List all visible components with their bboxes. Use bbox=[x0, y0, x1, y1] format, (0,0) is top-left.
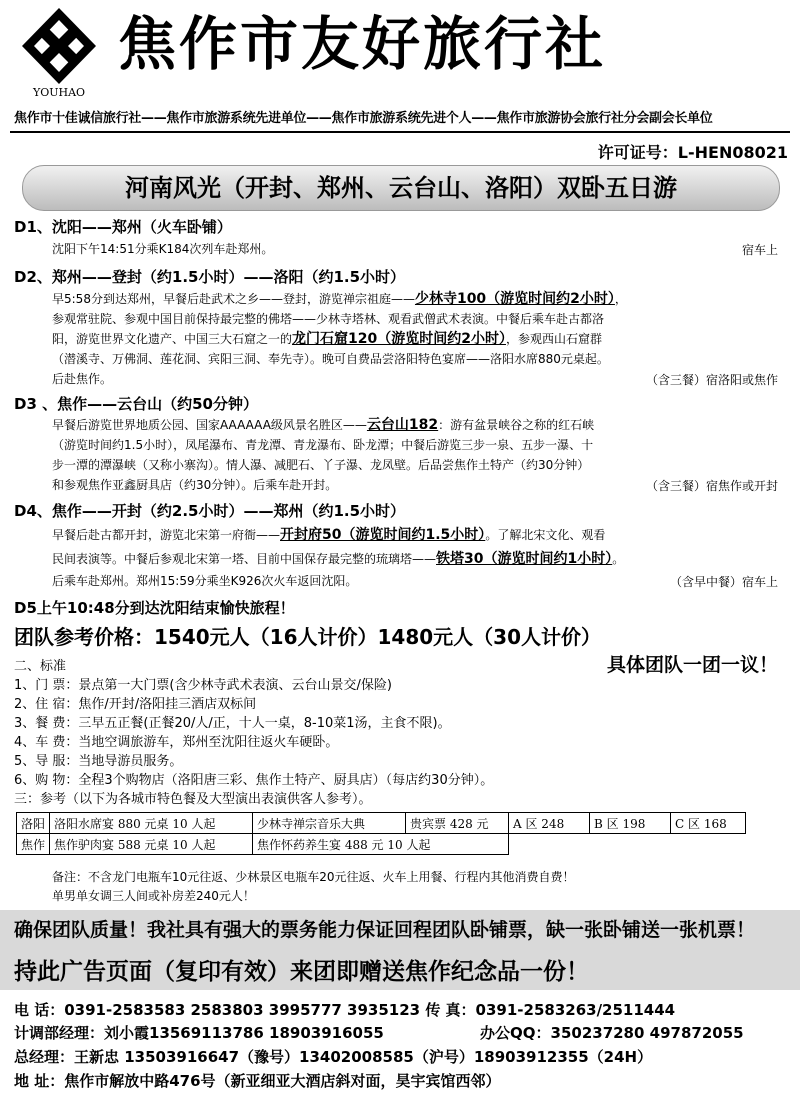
table-cell bbox=[509, 834, 746, 855]
standard-item: 3、餐 费：三早五正餐(正餐20/人/正，十人一桌，8-10菜1汤，主食不限)。 bbox=[14, 716, 451, 731]
remark-line: 单男单女调三人间或补房差240元人！ bbox=[52, 889, 255, 903]
table-row bbox=[17, 834, 746, 855]
ticket-guarantee: 确保团队质量！我社具有强大的票务能力保证回程团队卧铺票，缺一张卧铺送一张机票！ bbox=[14, 919, 756, 941]
day2-lodging: （含三餐）宿洛阳或焦作 bbox=[645, 373, 778, 387]
table-cell: 焦作驴肉宴 588 元桌 10 人起 bbox=[50, 834, 253, 855]
day1-lodging: 宿车上 bbox=[741, 243, 778, 257]
standard-item: 1、门 票：景点第一大门票(含少林寺武术表演、云台山景交/保险) bbox=[14, 678, 392, 693]
table-row bbox=[17, 813, 746, 834]
day3-text: 早餐后游览世界地质公园、国家AAAAAA级风景名胜区—— bbox=[52, 418, 367, 432]
table-cell: 贵宾票 428 元 bbox=[406, 813, 509, 834]
table-cell: 洛阳水席宴 880 元桌 10 人起 bbox=[50, 813, 253, 834]
day2-line1 bbox=[52, 290, 627, 308]
day4-line3: 后乘车赴郑州。郑州15:59分乘坐K926次火车返回沈阳。 bbox=[52, 574, 358, 588]
table-cell: 洛阳 bbox=[17, 813, 50, 834]
yuntai-highlight: 云台山182 bbox=[366, 417, 439, 433]
reference-table bbox=[16, 812, 746, 855]
day1-text: 沈阳下午14:51分乘K184次列车赴郑州。 bbox=[52, 242, 274, 256]
standard-item: 4、车 费：当地空调旅游车，郑州至沈阳往返火车硬卧。 bbox=[14, 735, 339, 750]
standard-item: 5、导 服：当地导游员服务。 bbox=[14, 754, 183, 769]
day2-heading: D2、郑州——登封（约1.5小时）——洛阳（约1.5小时） bbox=[14, 268, 406, 286]
day2-text: ， bbox=[614, 292, 627, 306]
standards-title: 二、标准 bbox=[14, 659, 67, 674]
day2-text: 早5:58分到达郑州，早餐后赴武术之乡——登封，游览禅宗祖庭—— bbox=[52, 292, 415, 306]
table-cell: B 区 198 bbox=[590, 813, 671, 834]
day3-line3: 步一潭的潭瀑峡（又称小寨沟）。情人瀑、减肥石、丫子瀑、龙凤壁。后品尝焦作土特产（约30分钟） bbox=[52, 458, 590, 472]
qq-line: 办公QQ：350237280 497872055 bbox=[480, 1024, 744, 1042]
day4-text: 民间表演等。中餐后参观北宋第一塔、目前中国保存最完整的琉璃塔—— bbox=[52, 552, 437, 566]
honors-line: 焦作市十佳诚信旅行社——焦作市旅游系统先进单位——焦作市旅游系统先进个人——焦作市旅游协会旅行社分会副会长单位 bbox=[14, 111, 713, 126]
day5-heading: D5上午10:48分到达沈阳结束愉快旅程！ bbox=[14, 599, 295, 617]
day1-heading: D1、沈阳——郑州（火车卧铺） bbox=[14, 218, 232, 236]
longmen-highlight: 龙门石窟120（游览时间约2小时） bbox=[292, 331, 506, 347]
table-cell: 焦作怀药养生宴 488 元 10 人起 bbox=[253, 834, 509, 855]
phone-line: 电 话：0391-2583583 2583803 3995777 3935123 传 真：0391-2583263/2511444 bbox=[14, 1001, 676, 1019]
general-manager-line: 总经理：王新忠 13503916647（豫号）13402008585（沪号）18903912355（24H） bbox=[14, 1048, 653, 1066]
shaolin-highlight: 少林寺100（游览时间约2小时） bbox=[414, 291, 615, 307]
day2-line5: 后赴焦作。 bbox=[52, 372, 113, 386]
address-line: 地 址：焦作市解放中路476号（新亚细亚大酒店斜对面，昊宇宾馆西邻） bbox=[14, 1072, 501, 1090]
reference-title: 三：参考（以下为各城市特色餐及大型演出表演供客人参考）。 bbox=[14, 792, 372, 807]
day4-line1 bbox=[52, 526, 605, 544]
day2-line2: 参观常驻院、参观中国目前保持最完整的佛塔——少林寺塔林、观看武僧武术表演。中餐后乘车赴古都洛 bbox=[52, 312, 605, 326]
day2-text: 阳，游览世界文化遗产、中国三大石窟之一的 bbox=[52, 332, 293, 346]
table-cell: 焦作 bbox=[17, 834, 50, 855]
day2-line3 bbox=[52, 330, 602, 348]
license-number: 许可证号：L-HEN08021 bbox=[597, 143, 788, 162]
table-cell: 少林寺禅宗音乐大典 bbox=[253, 813, 406, 834]
table-cell: A 区 248 bbox=[509, 813, 590, 834]
gift-offer: 持此广告页面（复印有效）来团即赠送焦作纪念品一份！ bbox=[14, 959, 589, 985]
day4-text: 。了解北宋文化、观看 bbox=[485, 528, 606, 542]
day3-lodging: （含三餐）宿焦作或开封 bbox=[645, 479, 778, 493]
day4-text: 。 bbox=[612, 552, 625, 566]
day4-text: 早餐后赴古都开封，游览北宋第一府衙—— bbox=[52, 528, 281, 542]
table-cell: C 区 168 bbox=[671, 813, 746, 834]
remark-line: 备注：不含龙门电瓶车10元往返、少林景区电瓶车20元往返、火车上用餐、行程内其他消费自费！ bbox=[52, 870, 575, 884]
standard-item: 2、住 宿：焦作/开封/洛阳挂三酒店双标间 bbox=[14, 697, 257, 712]
day3-heading: D3 、焦作——云台山（约50分钟） bbox=[14, 395, 258, 413]
day3-line2: （游览时间约1.5小时），凤尾瀑布、青龙潭、青龙瀑布、卧龙潭；中餐后游览三步一泉、五步一瀑、十 bbox=[52, 438, 594, 452]
day4-heading: D4、焦作——开封（约2.5小时）——郑州（约1.5小时） bbox=[14, 502, 406, 520]
group-price: 团队参考价格：1540元人（16人计价）1480元人（30人计价） bbox=[14, 625, 601, 649]
day3-line1 bbox=[52, 416, 594, 434]
day3-text: ：游有盆景峡谷之称的红石峡 bbox=[438, 418, 595, 432]
negotiation-note: 具体团队一团一议！ bbox=[606, 654, 778, 676]
day4-line2 bbox=[52, 550, 624, 568]
company-logo bbox=[14, 6, 104, 102]
iron-pagoda-highlight: 铁塔30（游览时间约1小时） bbox=[436, 551, 613, 567]
logo-text: YOUHAO bbox=[32, 86, 86, 99]
day3-line4: 和参观焦作亚鑫厨具店（约30分钟）。后乘车赴开封。 bbox=[52, 478, 338, 492]
day2-line4: （潜溪寺、万佛洞、莲花洞、宾阳三洞、奉先寺）。晚可自费品尝洛阳特色宴席——洛阳水席880元桌起。 bbox=[52, 352, 609, 366]
manager-line: 计调部经理：刘小霞13569113786 18903916055 bbox=[14, 1024, 384, 1042]
tour-banner: 河南风光（开封、郑州、云台山、洛阳）双卧五日游 bbox=[22, 165, 780, 211]
day2-text: ，参观西山石窟群 bbox=[505, 332, 602, 346]
kaifeng-highlight: 开封府50（游览时间约1.5小时） bbox=[280, 527, 486, 543]
company-title: 焦作市友好旅行社 bbox=[118, 10, 607, 78]
day4-lodging: （含早中餐）宿车上 bbox=[669, 575, 778, 589]
standard-item: 6、购 物：全程3个购物店（洛阳唐三彩、焦作土特产、厨具店）（每店约30分钟）。 bbox=[14, 773, 494, 788]
divider bbox=[10, 131, 790, 133]
